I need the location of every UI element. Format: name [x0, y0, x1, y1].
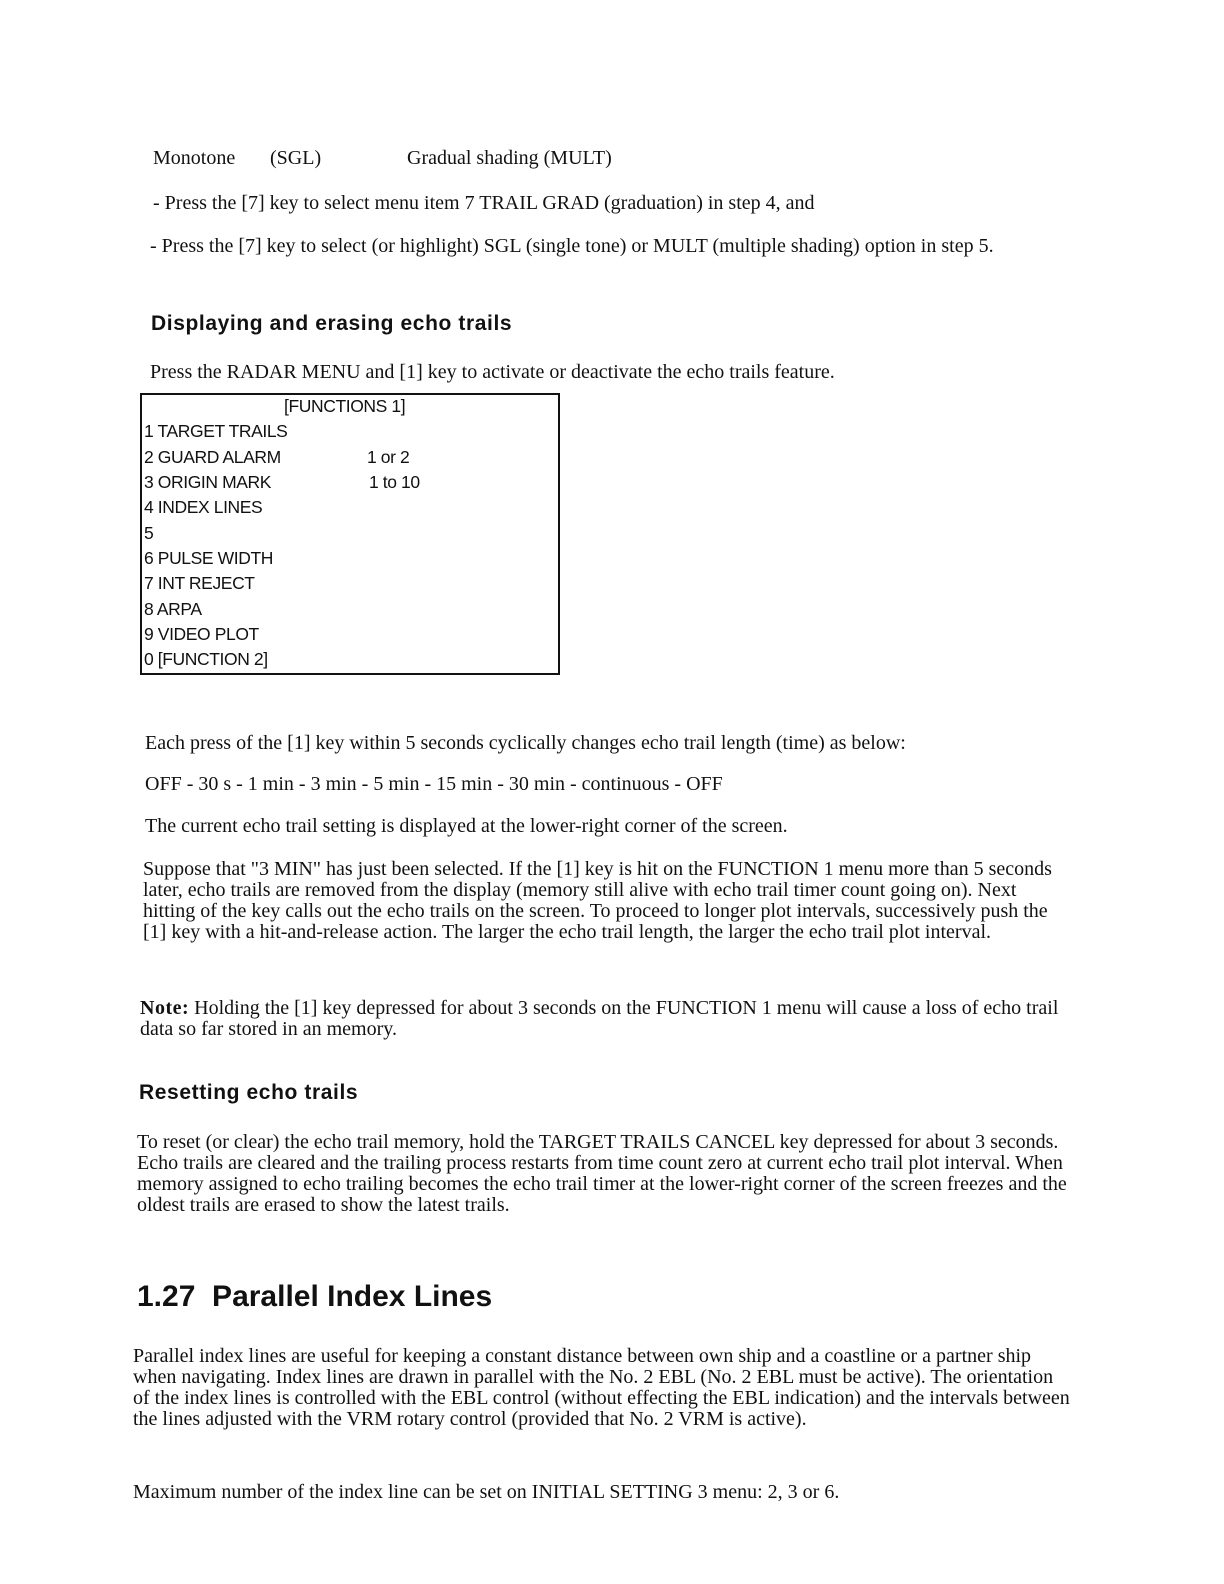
- functions-menu-box: [140, 393, 560, 675]
- suppose-paragraph: Suppose that "3 MIN" has just been selected. If the [1] key is hit on the FUNCTION 1 menu more than 5 seconds later, echo trails are removed from the display (memory still alive with echo trail timer count going on). Next hitting of the key calls out the echo trails on the screen. To proceed to longer plot intervals, successively push the [1] key with a hit-and-release action. The larger the echo trail length, the larger the echo trail plot interval.: [143, 858, 1052, 943]
- menu-item-5: 5: [144, 523, 154, 543]
- menu-item-pulse-width: 6 PULSE WIDTH: [144, 548, 273, 568]
- menu-guard-value: 1 or 2: [367, 447, 410, 467]
- resetting-heading: Resetting echo trails: [139, 1081, 359, 1104]
- current-setting-text: The current echo trail setting is displayed at the lower-right corner of the screen.: [145, 815, 788, 837]
- maximum-index-text: Maximum number of the index line can be set on INITIAL SETTING 3 menu: 2, 3 or 6.: [133, 1481, 840, 1503]
- menu-title: [FUNCTIONS 1]: [284, 396, 406, 416]
- menu-item-int-reject: 7 INT REJECT: [144, 573, 255, 593]
- displaying-heading: Displaying and erasing echo trails: [151, 312, 513, 335]
- step5-instruction: - Press the [7] key to select (or highlight) SGL (single tone) or MULT (multiple shading) option in step 5.: [150, 235, 994, 257]
- press-menu-text: Press the RADAR MENU and [1] key to activate or deactivate the echo trails feature.: [150, 361, 835, 383]
- note-text: Holding the [1] key depressed for about 3 seconds on the FUNCTION 1 menu will cause a loss of echo trail data so far stored in an memory.: [140, 997, 1059, 1040]
- menu-item-index-lines: 4 INDEX LINES: [144, 497, 263, 517]
- parallel-index-heading: 1.27 Parallel Index Lines: [137, 1280, 493, 1313]
- menu-item-video-plot: 9 VIDEO PLOT: [144, 624, 259, 644]
- note-label: Note:: [140, 997, 190, 1019]
- menu-item-guard-alarm: 2 GUARD ALARM: [144, 447, 281, 467]
- note-paragraph: [140, 998, 1070, 1040]
- parallel-index-paragraph: Parallel index lines are useful for keeping a constant distance between own ship and a coastline or a partner ship when navigating. Index lines are drawn in parallel with the No. 2 EBL (No. 2 EBL must be active). The orientation of the index lines is controlled with the EBL control (without effecting the EBL indication) and the intervals between the lines adjusted with the VRM rotary control (provided that No. 2 VRM is active).: [133, 1345, 1070, 1430]
- tone-mono-label: Monotone: [153, 147, 236, 169]
- menu-origin-value: 1 to 10: [369, 472, 420, 492]
- each-press-text: Each press of the [1] key within 5 seconds cyclically changes echo trail length (time) as below:: [145, 732, 906, 754]
- menu-item-arpa: 8 ARPA: [144, 599, 202, 619]
- menu-item-origin-mark: 3 ORIGIN MARK: [144, 472, 272, 492]
- step4-instruction: - Press the [7] key to select menu item 7 TRAIL GRAD (graduation) in step 4, and: [153, 192, 815, 214]
- tone-sgl-label: (SGL): [270, 147, 322, 169]
- resetting-paragraph: To reset (or clear) the echo trail memory, hold the TARGET TRAILS CANCEL key depressed for about 3 seconds. Echo trails are cleared and the trailing process restarts from time count zero at current echo trail plot interval. When memory assigned to echo trailing becomes the echo trail timer at the lower-right corner of the screen freezes and the oldest trails are erased to show the latest trails.: [137, 1131, 1067, 1216]
- menu-item-function-2: 0 [FUNCTION 2]: [144, 649, 268, 669]
- menu-item-target-trails: 1 TARGET TRAILS: [144, 421, 288, 441]
- trail-cycle-text: OFF - 30 s - 1 min - 3 min - 5 min - 15 min - 30 min - continuous - OFF: [145, 773, 723, 795]
- tone-grad-label: Gradual shading (MULT): [407, 147, 612, 169]
